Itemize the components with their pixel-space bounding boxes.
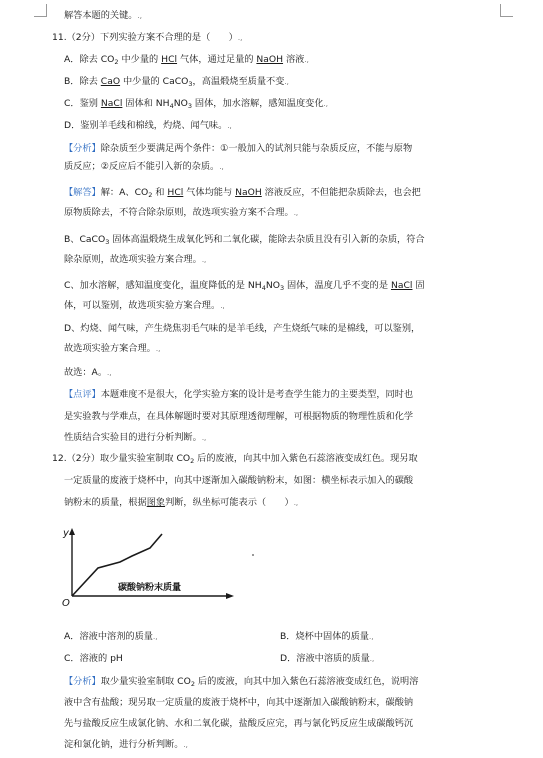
y-axis-arrow [69,528,75,535]
q11-analysis-line-1: 【分析】除杂质至少要满足两个条件：①一般加入的试剂只能与杂质反应，不能与原物 [64,143,413,154]
q11-answer-a-line-2: 原物质除去，不符合除杂原则，故选项实验方案不合理。., [64,207,299,218]
crop-mark-top-right [500,4,513,17]
q12-analysis-tag: 【分析】 [64,676,101,687]
q12-option-a: A．溶液中溶剂的质量., [64,631,158,642]
q11-answer-c-line-1: C、加水溶解，感知温度变化，温度降低的是 $NH_4NO_3$ 固体，温度几乎不变的是 NaCl 固 [64,280,425,292]
q11-answer-d-line-1: D、灼烧、闻气味，产生烧焦羽毛气味的是羊毛线，产生烧纸气味的是棉线，可以鉴别， [64,323,421,334]
q11-option-b: B．除去 CaO 中少量的 CaCO$_3$，高温煅烧至质量不变., [64,76,289,88]
q11-analysis-line-2: 质反应；②反应后不能引入新的杂质。., [64,161,224,172]
answer-tag: 【解答】 [64,187,101,198]
analysis-tag: 【分析】 [64,143,101,154]
q11-answer-c-line-2: 体，可以鉴别，故选项实验方案合理。., [64,300,225,311]
q11-option-d: D．鉴别羊毛线和棉线，灼烧、闻气味。., [64,120,232,131]
origin-label: O [62,598,70,609]
q12-option-d: D．溶液中溶质的质量., [280,653,375,664]
q11-option-c: C．鉴别 NaCl 固体和 $NH_4NO_3$ 固体，加水溶解，感知温度变化., [64,98,328,110]
q11-option-a: A．除去 $CO_2$ 中少量的 HCl 气体，通过足量的 NaOH 溶液., [64,54,309,66]
y-axis-label: y [63,528,69,539]
previous-answer-tail: 解答本题的关键。., [64,10,142,21]
q11-final-choice: 故选：A。., [64,367,112,378]
x-axis-arrow [226,593,234,599]
x-axis-label: 碳酸钠粉末质量 [118,583,182,593]
q12-graph [58,522,258,614]
stray-dot [252,554,254,556]
q11-answer-b-line-1: B、CaCO$_3$ 固体高温煅烧生成氧化钙和二氧化碳，能除去杂质且没有引入新的杂质，符合 [64,234,425,246]
q11-answer-d-line-2: 故选项实验方案合理。., [64,343,161,354]
q11-comment-line-2: 是实验教与学难点，在具体解题时要对其原理透彻理解，可根据物质的物理性质和化学 [64,411,414,422]
q12-stem-line-3: 钠粉末的质量，根据图象判断，纵坐标可能表示（ ）., [64,497,299,508]
comment-tag: 【点评】 [64,389,101,400]
crop-mark-top-left [34,4,47,17]
q12-analysis-line-1: 【分析】取少量实验室制取 $CO_2$ 后的废液，向其中加入紫色石蕊溶液变成红色，说明溶 [64,676,419,688]
q11-answer-a-line-1: 【解答】解：A、$CO_2$ 和 HCl 气体均能与 NaOH 溶液反应，不但能把杂质除去，也会把 [64,187,421,199]
q11-stem: 11.（2分）下列实验方案不合理的是（ ）., [52,32,243,43]
q11-answer-b-line-2: 除杂原则，故选项实验方案合理。., [64,254,207,265]
q12-analysis-line-4: 淀和氯化钠，进行分析判断。., [64,739,188,750]
q12-option-c: C．溶液的 pH [64,653,123,664]
q11-comment-line-1: 【点评】本题难度不是很大，化学实验方案的设计是考查学生能力的主要类型，同时也 [64,389,414,400]
q12-analysis-line-3: 先与盐酸反应生成氯化钠、水和二氧化碳，盐酸反应完，再与氯化钙反应生成碳酸钙沉 [64,718,414,729]
q12-analysis-line-2: 液中含有盐酸；现另取一定质量的废液于烧杯中，向其中逐渐加入碳酸钠粉末，碳酸钠 [64,697,414,708]
q12-stem-line-2: 一定质量的废液于烧杯中，向其中逐渐加入碳酸钠粉末，如图：横坐标表示加入的碳酸 [64,475,414,486]
q12-option-b: B．烧杯中固体的质量., [280,631,374,642]
q11-comment-line-3: 性质结合实验目的进行分析判断。., [64,432,207,443]
q12-stem-line-1: 12.（2分）取少量实验室制取 $CO_2$ 后的废液，向其中加入紫色石蕊溶液变成红色。现另取 [52,453,418,465]
